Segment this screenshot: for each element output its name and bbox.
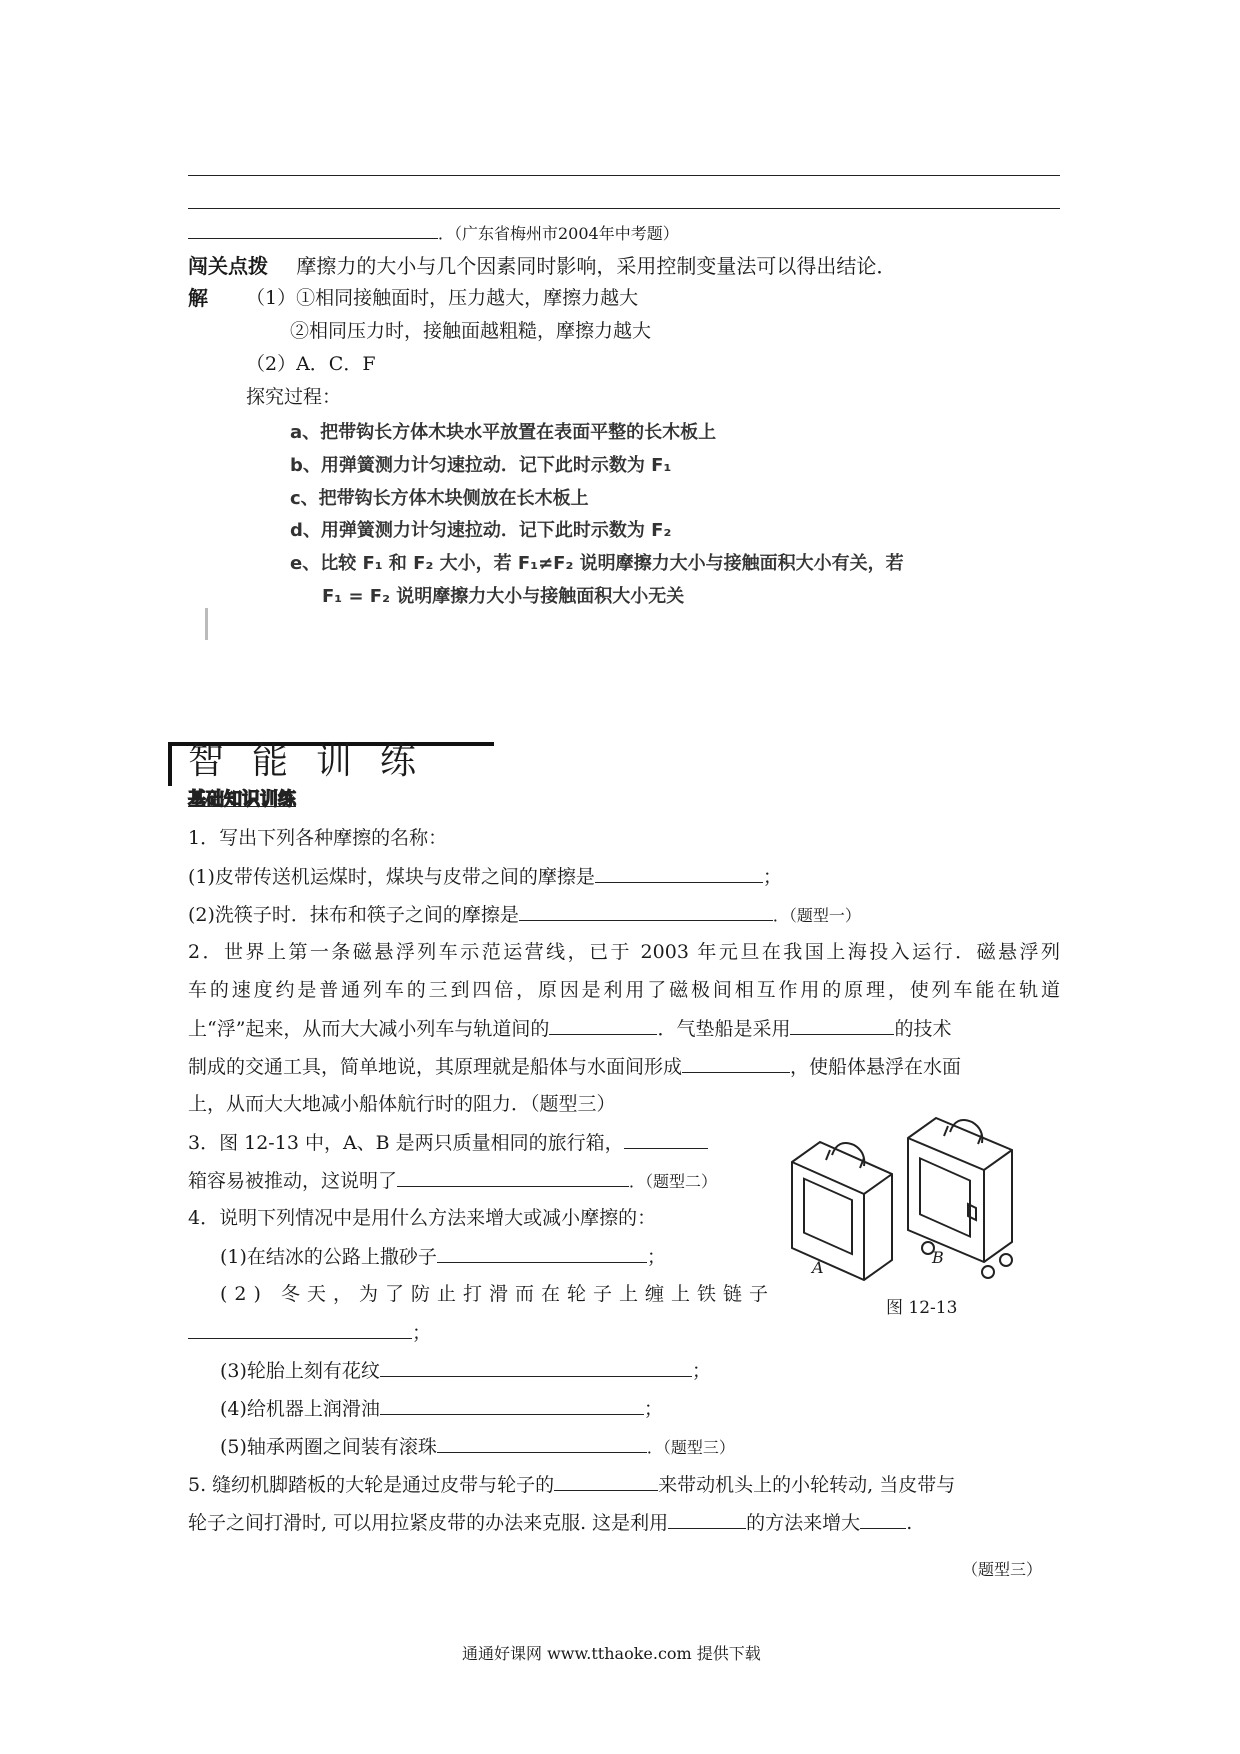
q5-blank-1[interactable] bbox=[554, 1472, 658, 1491]
answer-line-2 bbox=[188, 208, 1060, 209]
q2-line4 bbox=[188, 1054, 961, 1079]
q2-line3 bbox=[188, 1016, 951, 1041]
q5-line2-c: . bbox=[906, 1512, 913, 1534]
q1-b-suffix: ．（题型一） bbox=[772, 906, 861, 925]
q4-item-2: (2) 冬天，为了防止打滑而在轮子上缠上铁链子 bbox=[220, 1283, 775, 1305]
q4-blank-1[interactable] bbox=[437, 1244, 647, 1263]
q5-line2-b: 的方法来增大 bbox=[746, 1512, 861, 1534]
footer-text: 通通好课网 www.tthaoke.com 提供下载 bbox=[462, 1644, 761, 1663]
tip-text: 摩擦力的大小与几个因素同时影响，采用控制变量法可以得出结论． bbox=[296, 254, 897, 278]
q4-item-1-semi: ； bbox=[646, 1246, 666, 1268]
q5-line2-a: 轮子之间打滑时, 可以用拉紧皮带的办法来克服. 这是利用 bbox=[188, 1512, 669, 1534]
answer-line-1 bbox=[188, 175, 1060, 176]
q4-item-5-text: (5)轴承两圈之间装有滚珠 bbox=[220, 1436, 437, 1458]
q2-line2: 车的速度约是普通列车的三到四倍，原因是利用了磁极间相互作用的原理，使列车能在轨道 bbox=[188, 979, 1060, 1001]
q3-line2-b: ．（题型二） bbox=[629, 1172, 718, 1191]
q1-stem: 1．写出下列各种摩擦的名称： bbox=[188, 827, 448, 849]
q2-line1: 2．世界上第一条磁悬浮列车示范运营线，已于 2003 年元旦在我国上海投入运行．磁悬浮列 bbox=[188, 941, 1060, 963]
q4-item-1-text: (1)在结冰的公路上撒砂子 bbox=[220, 1246, 437, 1268]
q3-line2 bbox=[188, 1168, 717, 1194]
q2-blank-3[interactable] bbox=[682, 1054, 790, 1073]
q4-item-2-cont bbox=[188, 1320, 431, 1345]
q3-line1-text: 3．图 12-13 中，A、B 是两只质量相同的旅行箱， bbox=[188, 1132, 624, 1154]
step-e-cont: F₁ = F₂ 说明摩擦力大小与接触面积大小无关 bbox=[322, 586, 685, 607]
q4-blank-5[interactable] bbox=[437, 1434, 647, 1453]
q1-a-blank[interactable] bbox=[595, 864, 763, 883]
q1-b-blank[interactable] bbox=[519, 902, 773, 921]
q4-stem: 4．说明下列情况中是用什么方法来增大或减小摩擦的： bbox=[188, 1207, 657, 1229]
q3-blank-1[interactable] bbox=[624, 1130, 708, 1149]
q2-blank-1[interactable] bbox=[549, 1016, 657, 1035]
q4-item-1 bbox=[220, 1244, 666, 1269]
q4-item-5 bbox=[220, 1434, 735, 1460]
q2-line3-a: 上“浮”起来，从而大大减小列车与轨道间的 bbox=[188, 1018, 550, 1040]
q1-a-suffix: ； bbox=[762, 866, 782, 888]
figure-label-b: B bbox=[932, 1248, 944, 1267]
q5-line2 bbox=[188, 1510, 912, 1535]
tip-line bbox=[188, 254, 896, 278]
q4-item-3-text: (3)轮胎上刻有花纹 bbox=[220, 1360, 380, 1382]
q1-b bbox=[188, 902, 861, 928]
q2-blank-2[interactable] bbox=[790, 1016, 894, 1035]
step-e: e、比较 F₁ 和 F₂ 大小，若 F₁≠F₂ 说明摩擦力大小与接触面积大小有关，若 bbox=[290, 553, 904, 574]
process-label: 探究过程： bbox=[246, 386, 342, 408]
q4-item-5-end: ．（题型三） bbox=[646, 1438, 735, 1457]
q5-line1-b: 来带动机头上的小轮转动, 当皮带与 bbox=[658, 1474, 956, 1496]
q2-line4-a: 制成的交通工具，简单地说，其原理就是船体与水面间形成 bbox=[188, 1056, 683, 1078]
q3-line1 bbox=[188, 1130, 708, 1155]
source-note: ．（广东省梅州市2004年中考题） bbox=[438, 224, 679, 243]
scan-mark bbox=[205, 608, 208, 640]
q1-a bbox=[188, 864, 782, 889]
q4-blank-2[interactable] bbox=[188, 1320, 412, 1339]
answer-p1-1: （1）①相同接触面时，压力越大，摩擦力越大 bbox=[246, 287, 639, 309]
section-title: 智能训练 bbox=[188, 741, 445, 782]
q4-item-3 bbox=[220, 1358, 711, 1383]
q2-line3-c: 的技术 bbox=[894, 1018, 952, 1040]
q1-b-text: (2)洗筷子时．抹布和筷子之间的摩擦是 bbox=[188, 904, 519, 926]
figure-caption: 图 12-13 bbox=[886, 1298, 958, 1318]
q5-line1 bbox=[188, 1472, 955, 1497]
q5-blank-3[interactable] bbox=[860, 1510, 906, 1529]
q4-item-4 bbox=[220, 1396, 663, 1421]
tip-label: 闯关点拨 bbox=[188, 254, 268, 278]
answer-label: 解 bbox=[188, 286, 208, 310]
figure-label-a: A bbox=[812, 1258, 824, 1277]
q1-a-text: (1)皮带传送机运煤时，煤块与皮带之间的摩擦是 bbox=[188, 866, 595, 888]
q5-tag: （题型三） bbox=[962, 1560, 1043, 1579]
q4-item-4-semi: ； bbox=[643, 1398, 663, 1420]
q2-line4-b: ，使船体悬浮在水面 bbox=[790, 1056, 962, 1078]
q4-blank-4[interactable] bbox=[380, 1396, 644, 1415]
answer-p2: （2）A．C．F bbox=[246, 353, 376, 375]
source-line bbox=[188, 220, 679, 246]
q4-item-3-semi: ； bbox=[691, 1360, 711, 1382]
step-a: a、把带钩长方体木块水平放置在表面平整的长木板上 bbox=[290, 422, 717, 443]
q5-line1-a: 5. 缝纫机脚踏板的大轮是通过皮带与轮子的 bbox=[188, 1474, 555, 1496]
q3-blank-2[interactable] bbox=[397, 1168, 629, 1187]
q3-line2-a: 箱容易被推动，这说明了 bbox=[188, 1170, 398, 1192]
answer-blank[interactable] bbox=[188, 220, 438, 239]
answer-p1-2: ②相同压力时，接触面越粗糙，摩擦力越大 bbox=[290, 320, 652, 342]
q4-item-2-semi: ； bbox=[412, 1322, 432, 1344]
q4-blank-3[interactable] bbox=[380, 1358, 692, 1377]
step-c: c、把带钩长方体木块侧放在长木板上 bbox=[290, 488, 589, 509]
q4-item-4-text: (4)给机器上润滑油 bbox=[220, 1398, 380, 1420]
step-d: d、用弹簧测力计匀速拉动．记下此时示数为 F₂ bbox=[290, 520, 672, 541]
q5-blank-2[interactable] bbox=[668, 1510, 746, 1529]
step-b: b、用弹簧测力计匀速拉动．记下此时示数为 F₁ bbox=[290, 455, 672, 476]
q2-line5: 上，从而大大地减小船体航行时的阻力．（题型三） bbox=[188, 1093, 616, 1115]
q2-line3-b: ．气垫船是采用 bbox=[657, 1018, 791, 1040]
section-subtitle: 基础知识训练 bbox=[188, 789, 296, 810]
